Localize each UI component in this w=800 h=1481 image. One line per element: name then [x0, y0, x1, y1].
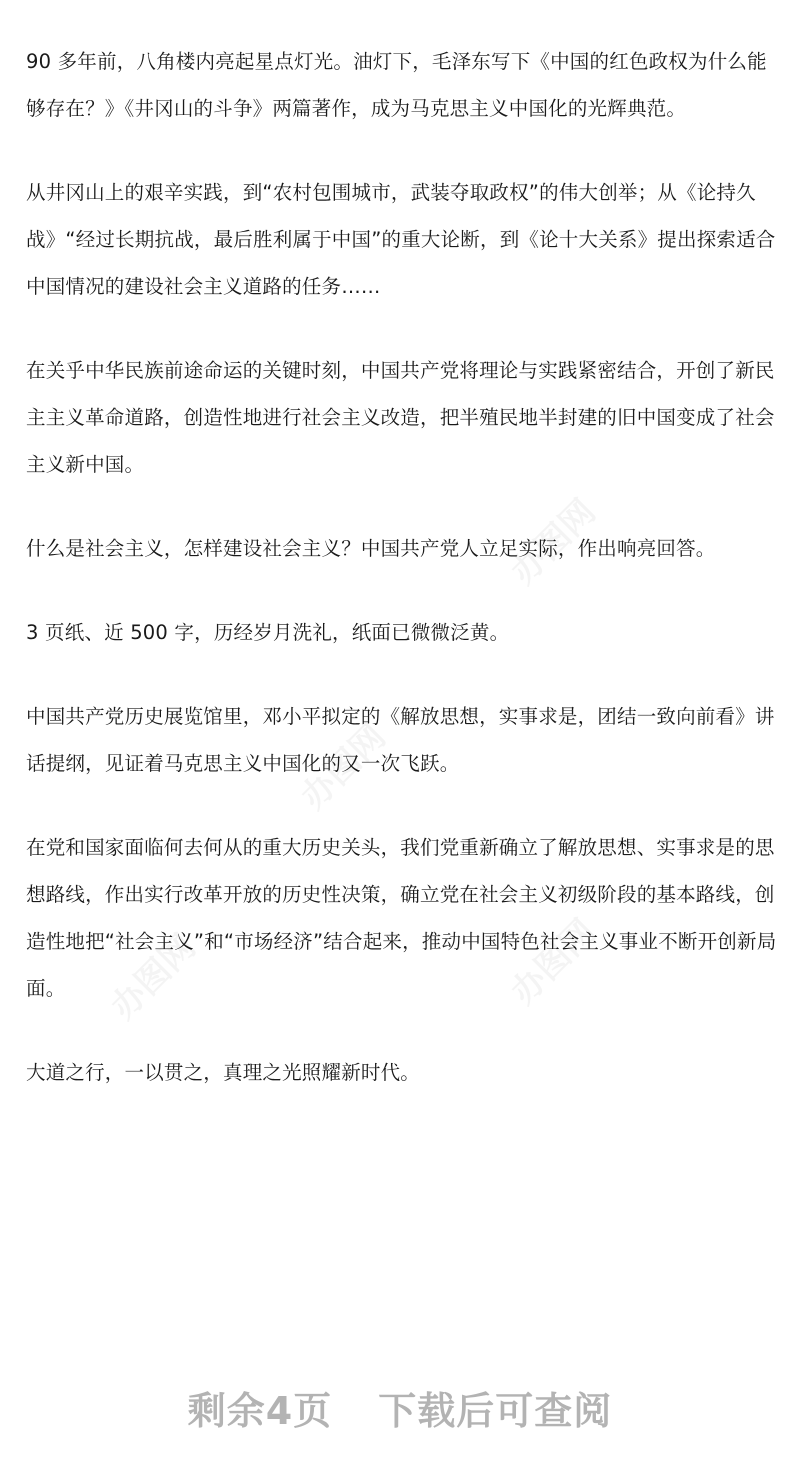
paragraph: 大道之行，一以贯之，真理之光照耀新时代。 [26, 1061, 421, 1084]
paragraph: 在关乎中华民族前途命运的关键时刻，中国共产党将理论与实践紧密结合，开创了新民主主义革命道路，创造性地进行社会主义改造，把半殖民地半封建的旧中国变成了社会主义新中国。 [26, 359, 775, 476]
paragraph: 从井冈山上的艰辛实践，到“农村包围城市，武装夺取政权”的伟大创举；从《论持久战》“经过长期抗战，最后胜利属于中国”的重大论断，到《论十大关系》提出探索适合中国情况的建设社会主义道路的任务…… [26, 181, 776, 298]
remaining-pages-label: 剩余4页 [187, 1389, 333, 1433]
paragraph: 在党和国家面临何去何从的重大历史关头，我们党重新确立了解放思想、实事求是的思想路线，作出实行改革开放的历史性决策，确立党在社会主义初级阶段的基本路线，创造性地把“社会主义”和“市场经济”结合起来，推动中国特色社会主义事业不断开创新局面。 [26, 836, 777, 1000]
download-banner[interactable] [0, 1380, 800, 1435]
paragraph: 3 页纸、近 500 字，历经岁月洗礼，纸面已微微泛黄。 [26, 621, 510, 644]
paragraph: 90 多年前，八角楼内亮起星点灯光。油灯下，毛泽东写下《中国的红色政权为什么能够存在？》《井冈山的斗争》两篇著作，成为马克思主义中国化的光辉典范。 [26, 50, 767, 120]
download-hint-label: 下载后可查阅 [378, 1389, 613, 1433]
paragraph: 中国共产党历史展览馆里，邓小平拟定的《解放思想，实事求是，团结一致向前看》讲话提纲，见证着马克思主义中国化的又一次飞跃。 [26, 705, 775, 775]
paragraph: 什么是社会主义，怎样建设社会主义？中国共产党人立足实际，作出响亮回答。 [26, 537, 716, 560]
article-body [26, 38, 778, 1133]
